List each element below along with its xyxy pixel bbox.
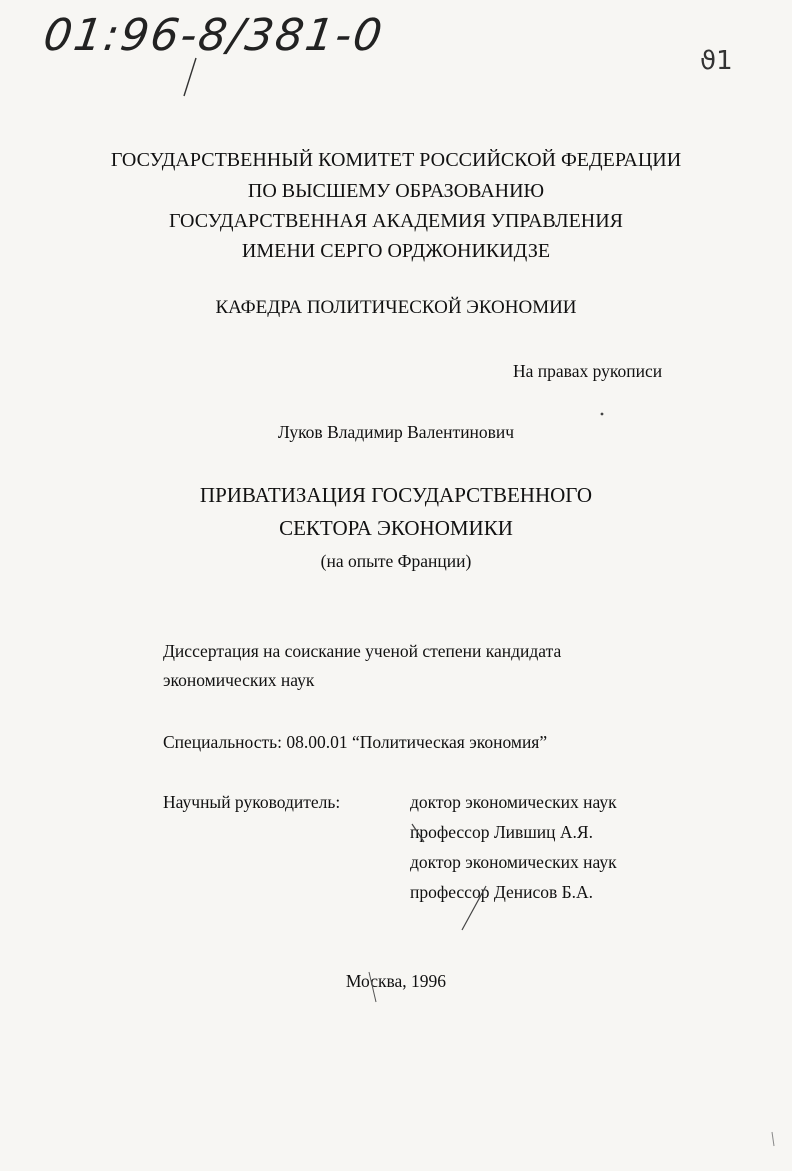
dissertation-subtitle: (на опыте Франции): [320, 551, 472, 571]
organization-line-3: ГОСУДАРСТВЕННАЯ АКАДЕМИЯ УПРАВЛЕНИЯ: [168, 210, 624, 232]
supervisor-2-degree: доктор экономических наук: [410, 852, 617, 872]
handwritten-archive-code: 01:96-8/381-0: [40, 10, 387, 61]
ink-dot: [601, 413, 604, 416]
author-name: Луков Владимир Валентинович: [277, 422, 515, 442]
specialty-line: Специальность: 08.00.01 “Политическая экономия”: [163, 732, 548, 752]
degree-statement-line-1: Диссертация на соискание ученой степени кандидата: [163, 641, 562, 661]
organization-line-4: ИМЕНИ СЕРГО ОРДЖОНИКИДЗЕ: [241, 240, 551, 262]
manuscript-note: На правах рукописи: [513, 361, 663, 381]
supervisor-1-degree: доктор экономических наук: [410, 792, 617, 812]
scan-speck: [772, 1132, 774, 1146]
organization-line-1: ГОСУДАРСТВЕННЫЙ КОМИТЕТ РОССИЙСКОЙ ФЕДЕРАЦИИ: [110, 149, 682, 171]
supervisor-2-name: профессор Денисов Б.А.: [410, 882, 594, 902]
department-name: КАФЕДРА ПОЛИТИЧЕСКОЙ ЭКОНОМИИ: [215, 297, 577, 318]
dissertation-title-line-2: СЕКТОРА ЭКОНОМИКИ: [279, 516, 513, 540]
organization-line-2: ПО ВЫСШЕМУ ОБРАЗОВАНИЮ: [247, 180, 545, 202]
dissertation-title-line-1: ПРИВАТИЗАЦИЯ ГОСУДАРСТВЕННОГО: [199, 483, 593, 507]
degree-statement-line-2: экономических наук: [163, 670, 315, 690]
pen-stroke: [184, 58, 196, 96]
supervisor-label: Научный руководитель:: [163, 792, 341, 812]
place-and-year: Москва, 1996: [345, 971, 447, 991]
supervisor-1-name: профессор Лившиц А.Я.: [410, 822, 593, 842]
page-number-mark: ϑ1: [700, 46, 733, 76]
